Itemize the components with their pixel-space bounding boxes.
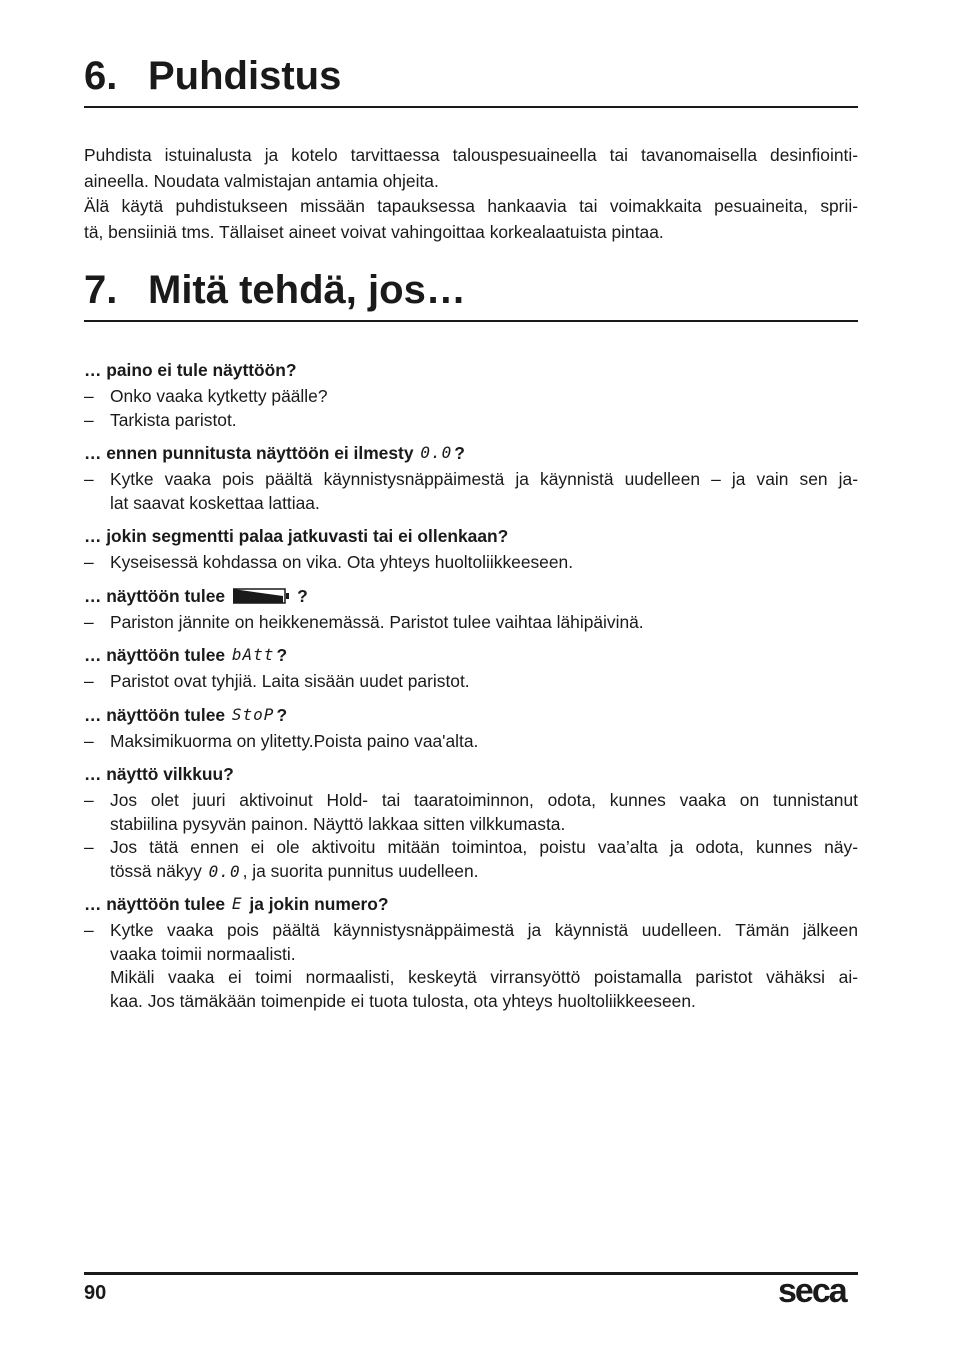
answer [84, 730, 858, 754]
question-text: … ennen punnitusta näyttöön ei ilmesty [84, 443, 419, 463]
answer [84, 551, 858, 575]
dash-bullet: – [84, 409, 94, 430]
segment-display-text: E [231, 894, 243, 913]
question-text: ja jokin numero? [244, 894, 389, 914]
answer-list [84, 468, 858, 515]
dash-bullet: – [84, 730, 94, 751]
section-7-number: 7. [84, 268, 118, 312]
answer [84, 919, 858, 1013]
text-line: Älä käytä puhdistukseen missään tapauksessa hankaavia tai voimakkaita pesuaineita, sprii- [84, 196, 858, 216]
faq-item [84, 892, 858, 1013]
section-7-title: Mitä tehdä, jos… [148, 268, 466, 312]
page-number: 90 [84, 1282, 107, 1304]
answer [84, 836, 858, 883]
footer-rule [84, 1272, 858, 1275]
faq-item [84, 358, 858, 432]
text-line: Tarkista paristot. [110, 409, 237, 430]
answer-list [84, 385, 858, 432]
section-6-title: Puhdistus [148, 54, 342, 98]
text-line: Kytke vaaka pois päältä käynnistysnäppäimestä ja käynnistä uudelleen – ja vain sen ja- [110, 469, 858, 489]
faq-question [84, 703, 858, 727]
answer [84, 409, 858, 433]
segment-display-text: 0.0 [420, 443, 453, 462]
text-line: Onko vaaka kytketty päälle? [110, 386, 328, 406]
question-text: ? [454, 443, 465, 463]
faq-question [84, 358, 858, 382]
section-7-heading [84, 266, 858, 322]
segment-display-text: StoP [231, 704, 275, 724]
text-line: Jos tätä ennen ei ole aktivoitu mitään toimintoa, poistu vaa’alta ja odota, kunnes näy- [110, 837, 858, 857]
answer [84, 385, 858, 409]
faq-item [84, 762, 858, 883]
answer-list [84, 919, 858, 1013]
faq-question [84, 584, 858, 608]
paragraph [84, 194, 858, 245]
text-line: Maksimikuorma on ylitetty.Poista paino vaa'alta. [110, 730, 479, 751]
troubleshooting-list [84, 358, 858, 1013]
answer [84, 611, 858, 635]
faq-question [84, 643, 858, 667]
answer [84, 789, 858, 836]
battery-low-icon [233, 587, 289, 605]
text-line: Jos olet juuri aktivoinut Hold- tai taaratoiminnon, odota, kunnes vaaka on tunnistanut [110, 790, 858, 810]
answer-list [84, 670, 858, 694]
section-6-number: 6. [84, 54, 118, 98]
answer-list [84, 611, 858, 635]
text-line: kaa. Jos tämäkään toimenpide ei tuota tulosta, ota yhteys huoltoliikkeeseen. [110, 990, 696, 1011]
segment-display-text: bAtt [231, 645, 275, 664]
faq-question [84, 441, 858, 465]
answer [84, 670, 858, 694]
question-text: … näyttöön tulee [84, 585, 226, 606]
question-text: … näyttöön tulee [84, 894, 230, 914]
answer-list [84, 730, 858, 754]
question-text: … näyttö vilkkuu? [84, 764, 234, 784]
text-line: Kyseisessä kohdassa on vika. Ota yhteys huoltoliikkeeseen. [110, 552, 574, 572]
dash-bullet: – [84, 611, 94, 632]
section-6-body [84, 143, 858, 245]
dash-bullet: – [84, 469, 94, 489]
faq-item [84, 643, 858, 694]
answer-list [84, 789, 858, 883]
text-line: vaaka toimii normaalisti. [110, 943, 296, 964]
question-text: … jokin segmentti palaa jatkuvasti tai ei ollenkaan? [84, 526, 509, 546]
text-line: tä, bensiiniä tms. Tällaiset aineet voivat vahingoittaa korkealaatuista pintaa. [84, 221, 664, 242]
dash-bullet: – [84, 790, 94, 810]
faq-item [84, 584, 858, 635]
answer [84, 468, 858, 515]
logo-text: seca [778, 1272, 846, 1310]
text-line: stabiilina pysyvän painon. Näyttö lakkaa sitten vilkkumasta. [110, 813, 566, 834]
faq-item [84, 703, 858, 754]
question-text: … paino ei tule näyttöön? [84, 360, 297, 380]
text-line [110, 860, 858, 884]
text-line: aineella. Noudata valmistajan antamia ohjeita. [84, 170, 439, 191]
dash-bullet: – [84, 920, 94, 940]
text-line: Puhdista istuinalusta ja kotelo tarvittaessa talouspesuaineella tai tavanomaisella desinfiointi- [84, 145, 858, 165]
question-text: ? [297, 585, 308, 606]
text-line: lat saavat koskettaa lattiaa. [110, 492, 320, 513]
question-text: … näyttöön tulee [84, 645, 230, 665]
text-fragment: , ja suorita punnitus uudelleen. [242, 860, 479, 881]
faq-item [84, 524, 858, 575]
segment-display-text: 0.0 [208, 861, 241, 881]
paragraph [84, 143, 858, 194]
text-line: Paristot ovat tyhjiä. Laita sisään uudet paristot. [110, 671, 470, 691]
question-text: ? [276, 704, 288, 725]
question-text: … näyttöön tulee [84, 704, 230, 725]
question-text: ? [276, 645, 288, 665]
dash-bullet: – [84, 552, 94, 572]
faq-question [84, 892, 858, 916]
dash-bullet: – [84, 671, 94, 691]
text-fragment: tössä näkyy [110, 860, 207, 881]
faq-question [84, 524, 858, 548]
text-line: Mikäli vaaka ei toimi normaalisti, keskeytä virransyöttö poistamalla paristot vähäksi ai- [110, 967, 858, 987]
dash-bullet: – [84, 386, 94, 406]
text-line: Pariston jännite on heikkenemässä. Paristot tulee vaihtaa lähipäivinä. [110, 611, 644, 632]
text-line: Kytke vaaka pois päältä käynnistysnäppäimestä ja käynnistä uudelleen. Tämän jälkeen [110, 920, 858, 940]
answer-list [84, 551, 858, 575]
dash-bullet: – [84, 837, 94, 857]
faq-item [84, 441, 858, 515]
seca-logo [778, 1272, 858, 1317]
faq-question [84, 762, 858, 786]
section-6-heading [84, 52, 858, 108]
